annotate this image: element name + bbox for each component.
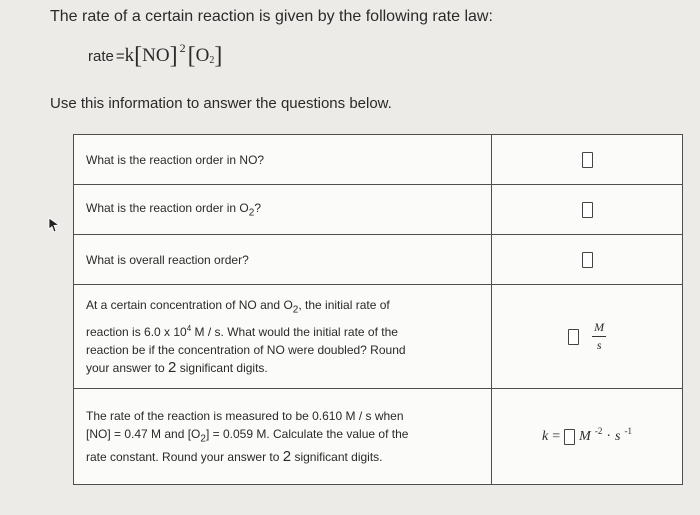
o-subscript: 2 xyxy=(209,54,215,66)
q4-l1-sub: 2 xyxy=(292,304,299,316)
rate-label: rate xyxy=(88,47,114,65)
m-exponent: -2 xyxy=(594,425,603,436)
question-5-text xyxy=(74,389,492,485)
intro-text: The rate of a certain reaction is given by the following rate law: xyxy=(50,8,493,25)
no-term: NO xyxy=(142,45,170,66)
question-row-2 xyxy=(74,185,683,235)
bracket-close-2: ] xyxy=(214,43,223,69)
question-2-text xyxy=(74,185,492,235)
o-term: O xyxy=(195,45,210,66)
question-1-text: What is the reaction order in NO? xyxy=(74,135,492,185)
q4-l4-pre: your answer to xyxy=(86,360,169,375)
answer-input-5[interactable] xyxy=(564,429,575,445)
unit-fraction xyxy=(592,320,606,353)
unit-numerator: M xyxy=(594,320,605,334)
q4-l1-pre: At a certain concentration of NO and O xyxy=(86,298,293,313)
question-table xyxy=(73,134,683,485)
instructions-text: Use this information to answer the questions below. xyxy=(50,95,392,112)
q5-l3-big: 2 xyxy=(282,448,292,466)
rate-law-equation xyxy=(88,40,223,69)
fraction-line xyxy=(592,336,606,337)
s-exponent: -1 xyxy=(624,425,632,436)
s-unit: s xyxy=(615,428,621,444)
rate-constant-k: k xyxy=(124,45,135,66)
k-equals: = xyxy=(552,428,561,444)
rate-constant-expression xyxy=(542,425,632,445)
no-exponent: 2 xyxy=(179,40,186,55)
q4-l4-post: significant digits. xyxy=(176,360,268,375)
answer-cell-4 xyxy=(492,285,683,389)
question-row-5 xyxy=(74,389,683,485)
bracket-close: ] xyxy=(169,43,178,69)
q5-l3-pre: rate constant. Round your answer to xyxy=(86,450,283,465)
multiply-dot: · xyxy=(606,428,611,444)
answer-cell-3 xyxy=(492,235,683,285)
answer-cell-2 xyxy=(492,185,683,235)
q4-l1-post: , the initial rate of xyxy=(298,298,390,313)
q2-sub: 2 xyxy=(248,207,255,219)
q4-l2-sup: 4 xyxy=(186,323,192,333)
answer-input-1[interactable] xyxy=(582,152,593,168)
unit-denominator: s xyxy=(596,338,602,352)
bracket-open: [ xyxy=(134,43,143,69)
q4-l3: reaction be if the concentration of NO were doubled? Round xyxy=(86,342,406,357)
equals-sign: = xyxy=(115,47,125,65)
q4-l4-big: 2 xyxy=(168,358,177,376)
question-row-1 xyxy=(74,135,683,185)
question-4-text xyxy=(74,285,492,389)
mouse-cursor-icon xyxy=(47,217,61,233)
question-3-text: What is overall reaction order? xyxy=(74,235,492,285)
q5-l1: The rate of the reaction is measured to be 0.610 M / s when xyxy=(86,408,404,423)
k-label: k xyxy=(542,428,549,444)
answer-input-4[interactable] xyxy=(568,329,579,345)
q5-l2-b: ] = 0.059 M. Calculate the value of the xyxy=(205,426,409,441)
question-row-4 xyxy=(74,285,683,389)
q5-l2-a: [NO] = 0.47 M and [O xyxy=(86,426,201,441)
q4-l2-pre: reaction is 6.0 x 10 xyxy=(86,324,187,339)
answer-cell-1 xyxy=(492,135,683,185)
q5-l2-sub: 2 xyxy=(200,433,206,445)
question-row-3 xyxy=(74,235,683,285)
q2-pre: What is the reaction order in O xyxy=(86,200,249,215)
m-unit: M xyxy=(579,428,591,444)
bracket-open-2: [ xyxy=(187,43,196,69)
answer-cell-5 xyxy=(492,389,683,485)
answer-input-2[interactable] xyxy=(582,202,593,218)
q5-l3-post: significant digits. xyxy=(291,450,383,465)
q4-l2-post: M / s. What would the initial rate of the xyxy=(191,324,398,339)
answer-input-3[interactable] xyxy=(582,252,593,268)
q2-post: ? xyxy=(254,200,261,215)
